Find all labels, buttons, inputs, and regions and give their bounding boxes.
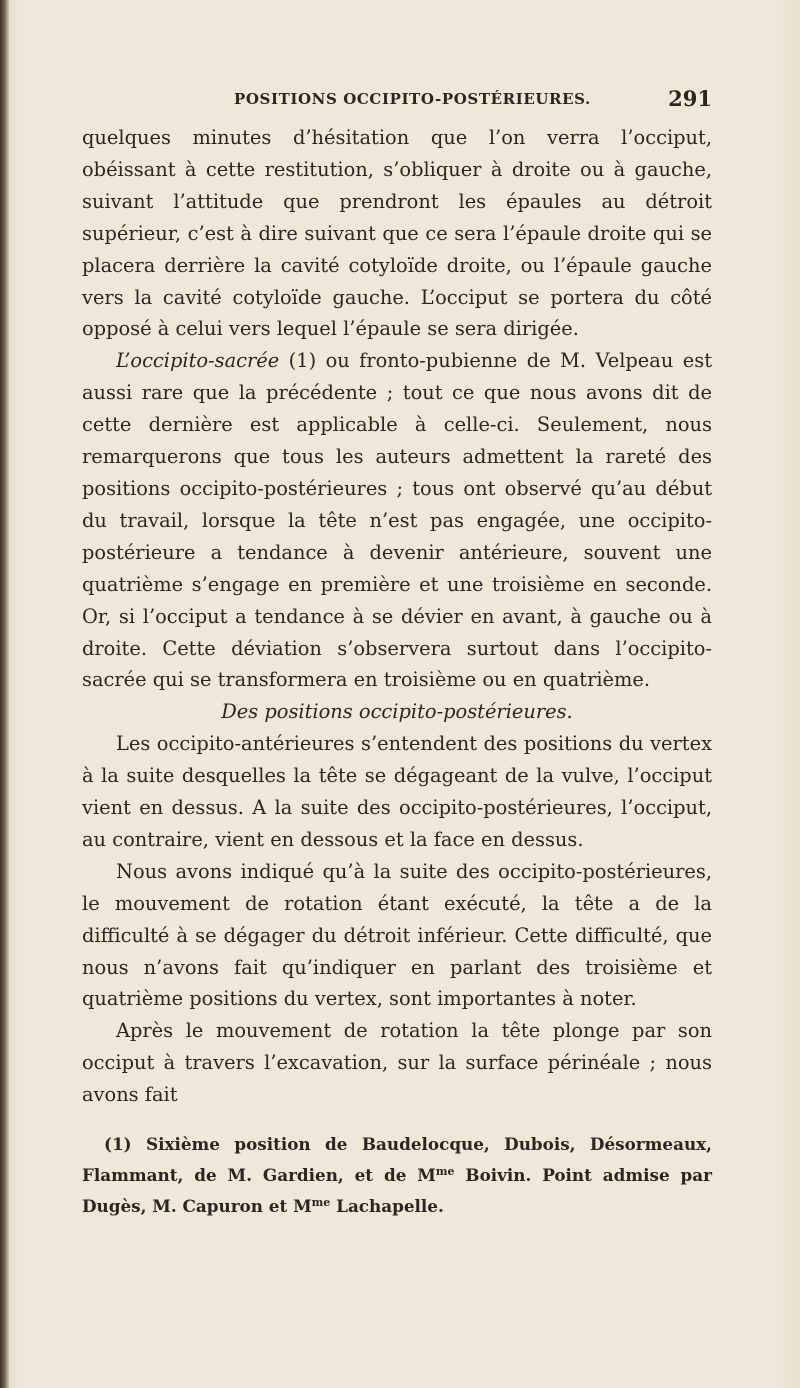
footnote-text-b: Boivin. Point admise par Dugès, M. Capuron et M bbox=[82, 1165, 712, 1216]
book-spine-edge bbox=[0, 0, 9, 1388]
paragraph-1: quelques minutes d’hésitation que l’on verra l’occiput, obéissant à cette restitution, s’obliquer à droite ou à gauche, suivant l’attitude que prendront les épaules au détroit supérieur, c’est à dire suivant que ce sera l’épaule droite qui se placera derrière la cavité cotyloïde droite, ou l’épaule gauche vers la cavité cotyloïde gauche. L’occiput se portera du côté opposé à celui vers lequel l’épaule se sera dirigée. bbox=[82, 126, 712, 341]
main-text bbox=[82, 122, 712, 1111]
footnote-1 bbox=[82, 1131, 712, 1220]
page-number: 291 bbox=[668, 86, 712, 111]
running-title: POSITIONS OCCIPITO-POSTÉRIEURES. bbox=[234, 90, 591, 108]
footnote-sup-b: me bbox=[311, 1196, 331, 1209]
paragraph-4: Nous avons indiqué qu’à la suite des occipito-postérieures, le mouvement de rotation étant exécuté, la tête a de la difficulté à se dégager du détroit inférieur. Cette difficulté, que nous n’avons fait qu’indiquer en parlant des troisième et quatrième positions du vertex, sont importantes à noter. bbox=[82, 859, 712, 1011]
paragraph-5: Après le mouvement de rotation la tête plonge par son occiput à travers l’excavation, sur la surface périnéale ; nous avons fait bbox=[82, 1019, 712, 1107]
footnote-sup-a: me bbox=[435, 1165, 455, 1178]
section-heading: Des positions occipito-postérieures. bbox=[221, 700, 573, 724]
paragraph-2 bbox=[82, 345, 712, 696]
footnote-text-a: (1) Sixième position de Baudelocque, Dubois, Désormeaux, Flammant, de M. Gardien, et de M bbox=[82, 1134, 712, 1185]
paragraph-2-text: (1) ou fronto-pubienne de M. Velpeau est aussi rare que la précédente ; tout ce que nous avons dit de cette dernière est applicable à celle-ci. Seulement, nous remarquerons que tous les auteurs admettent la rareté des positions occipito-postérieures ; tous ont observé qu’au début du travail, lorsque la tête n’est pas engagée, une occipito-postérieure a tendance à devenir antérieure, souvent une quatrième s’engage en première et une troisième en seconde. Or, si l’occiput a tendance à se dévier en avant, à gauche ou à droite. Cette déviation s’observera surtout dans l’occipito-sacrée qui se transformera en troisième ou en quatrième. bbox=[82, 349, 712, 692]
term-occipito-sacree: L’occipito-sacrée bbox=[116, 349, 280, 373]
page-header bbox=[82, 86, 712, 118]
footnote bbox=[82, 1131, 712, 1220]
footnote-text-c: Lachapelle. bbox=[330, 1196, 444, 1216]
paragraph-3: Les occipito-antérieures s’entendent des positions du vertex à la suite desquelles la tête se dégageant de la vulve, l’occiput vient en dessus. A la suite des occipito-postérieures, l’occiput, au contraire, vient en dessous et la face en dessus. bbox=[82, 732, 712, 851]
